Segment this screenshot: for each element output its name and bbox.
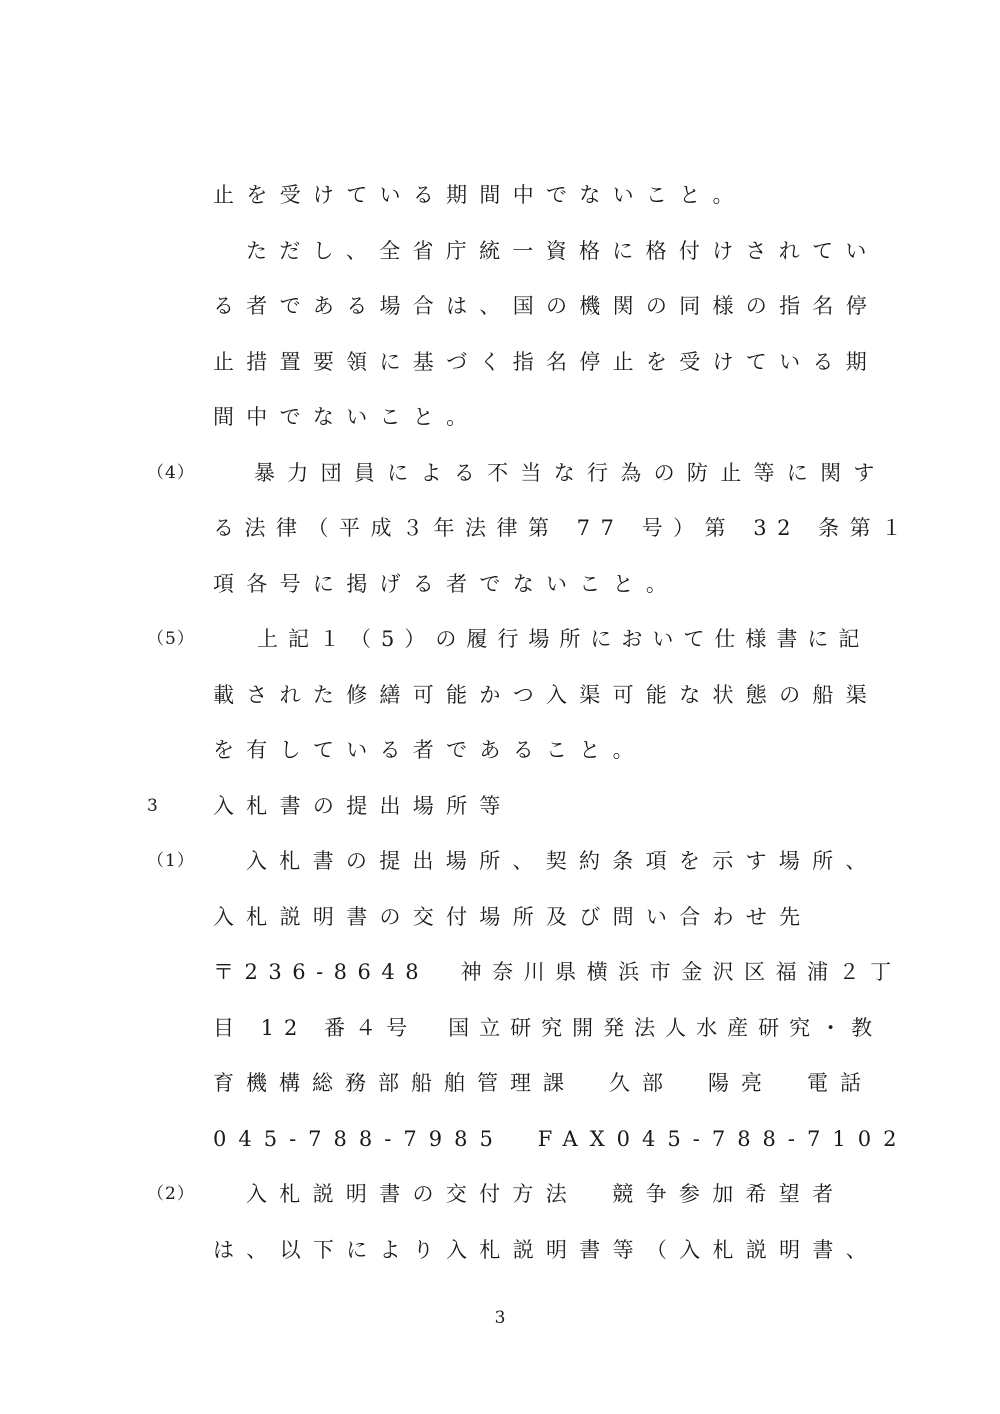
- text-line: 暴力団員による不当な行為の防止等に関す: [254, 461, 887, 485]
- text-line: 間中でないこと。: [213, 405, 480, 429]
- text-line: 上記１（5）の履行場所において仕様書に記: [257, 627, 870, 651]
- section-heading: 入札書の提出場所等: [213, 794, 513, 818]
- contact-line: 育機構総務部船舶管理課 久部 陽亮 電話: [213, 1071, 873, 1095]
- item-number-5: （5）: [147, 629, 195, 649]
- item-number-2: （2）: [147, 1184, 195, 1204]
- text-line: 入札説明書の交付場所及び問い合わせ先: [213, 905, 813, 929]
- address-line: 目 12 番４号 国立研究開発法人水産研究・教: [213, 1016, 883, 1040]
- text-line: る法律（平成３年法律第 77 号）第 32 条第１: [213, 516, 913, 540]
- text-line: 入札説明書の交付方法 競争参加希望者: [246, 1182, 846, 1206]
- section-number-3: 3: [147, 796, 159, 816]
- item-number-4: （4）: [147, 463, 195, 483]
- text-line: 入札書の提出場所、契約条項を示す場所、: [246, 849, 879, 873]
- text-line: ただし、全省庁統一資格に格付けされてい: [246, 239, 879, 263]
- address-line: 〒236-8648 神奈川県横浜市金沢区福浦２丁: [213, 960, 902, 984]
- text-line: 項各号に掲げる者でないこと。: [213, 572, 680, 596]
- text-line: る者である場合は、国の機関の同様の指名停: [213, 294, 879, 318]
- text-line: 止措置要領に基づく指名停止を受けている期: [213, 350, 879, 374]
- item-number-1: （1）: [147, 851, 195, 871]
- phone-fax-line: 045-788-7985 FAX045-788-7102: [213, 1127, 909, 1151]
- text-line: を有している者であること。: [213, 738, 646, 762]
- text-line: 止を受けている期間中でないこと。: [213, 183, 746, 207]
- text-line: は、以下により入札説明書等（入札説明書、: [213, 1238, 879, 1262]
- text-line: 載された修繕可能かつ入渠可能な状態の船渠: [213, 683, 879, 707]
- page-number: 3: [494, 1308, 506, 1328]
